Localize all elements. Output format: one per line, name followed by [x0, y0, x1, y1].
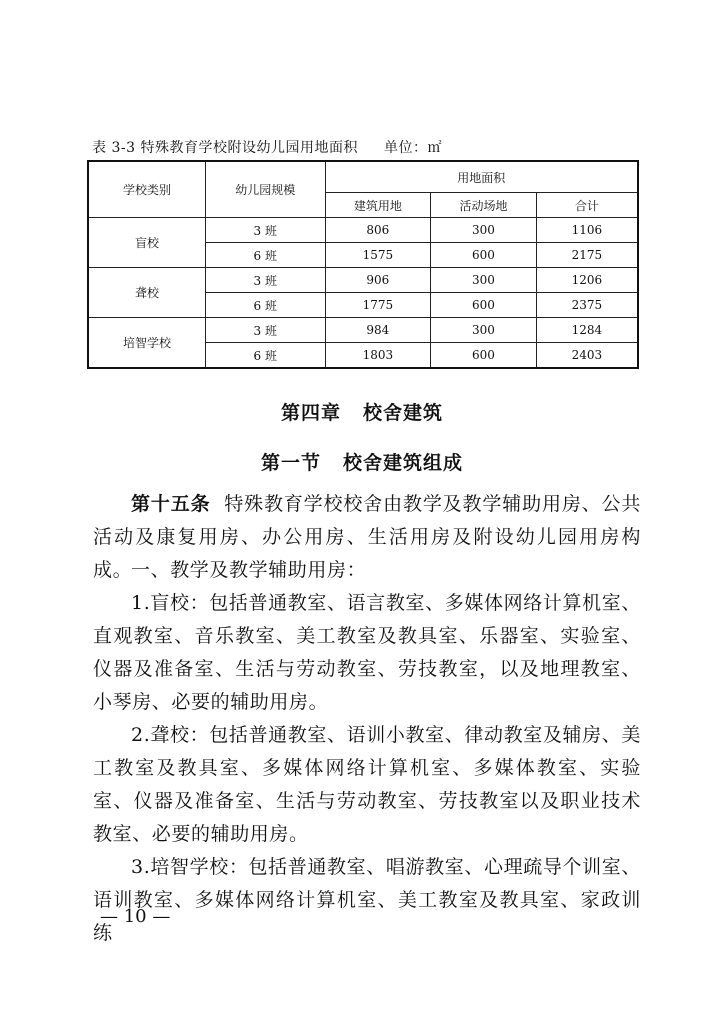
- school-cell: 盲校: [88, 218, 206, 268]
- scale-cell: 6 班: [206, 243, 326, 268]
- deaf-school-paragraph: 2.聋校：包括普通教室、语训小教室、律动教室及辅房、美工教室及教具室、多媒体网络计算机室、多媒体教室、实验室、仪器及准备室、生活与劳动教室、劳技教室以及职业技术教室、必要的辅助用房。: [93, 724, 641, 845]
- building-cell: 984: [325, 318, 431, 343]
- header-activity: 活动场地: [431, 193, 537, 218]
- total-cell: 1106: [536, 218, 638, 243]
- total-cell: 1284: [536, 318, 638, 343]
- chapter-number: 第四章: [280, 402, 341, 424]
- header-building: 建筑用地: [325, 193, 431, 218]
- item-heading: 一、教学及教学辅助用房：: [131, 559, 367, 581]
- table-row: [88, 318, 638, 343]
- section-heading: [0, 448, 724, 475]
- activity-cell: 300: [431, 218, 537, 243]
- activity-cell: 600: [431, 293, 537, 318]
- activity-cell: 600: [431, 343, 537, 369]
- scale-cell: 6 班: [206, 293, 326, 318]
- table-header-row: [88, 161, 638, 193]
- total-cell: 2403: [536, 343, 638, 369]
- article-label: 第十五条: [131, 493, 211, 515]
- table-caption: [92, 137, 442, 157]
- section-title: 校舍建筑组成: [343, 452, 464, 474]
- chapter-title: 校舍建筑: [363, 402, 444, 424]
- header-land-area: 用地面积: [325, 161, 638, 193]
- scale-cell: 3 班: [206, 268, 326, 293]
- total-cell: 2375: [536, 293, 638, 318]
- scale-cell: 3 班: [206, 218, 326, 243]
- mental-school-paragraph: 3.培智学校：包括普通教室、唱游教室、心理疏导个训室、语训教室、多媒体网络计算机室、美工教室及教具室、家政训练: [93, 856, 641, 944]
- building-cell: 1575: [325, 243, 431, 268]
- header-scale: 幼儿园规模: [206, 161, 326, 218]
- table-title: 表 3-3 特殊教育学校附设幼儿园用地面积: [92, 140, 358, 156]
- building-cell: 806: [325, 218, 431, 243]
- activity-cell: 300: [431, 318, 537, 343]
- header-total: 合计: [536, 193, 638, 218]
- page-number: — 10 —: [100, 906, 171, 927]
- section-number: 第一节: [260, 452, 321, 474]
- table-unit: 单位：㎡: [383, 140, 442, 156]
- total-cell: 1206: [536, 268, 638, 293]
- total-cell: 2175: [536, 243, 638, 268]
- header-school-type: 学校类别: [88, 161, 206, 218]
- scale-cell: 6 班: [206, 343, 326, 369]
- blind-school-paragraph: 1.盲校：包括普通教室、语言教室、多媒体网络计算机室、直观教室、音乐教室、美工教室及教具室、乐器室、实验室、仪器及准备室、生活与劳动教室、劳技教室，以及地理教室、小琴房、必要的辅助用房。: [93, 592, 641, 713]
- activity-cell: 300: [431, 268, 537, 293]
- land-area-table: [87, 160, 639, 369]
- scale-cell: 3 班: [206, 318, 326, 343]
- building-cell: 1775: [325, 293, 431, 318]
- table-row: [88, 218, 638, 243]
- building-cell: 906: [325, 268, 431, 293]
- building-cell: 1803: [325, 343, 431, 369]
- school-cell: 培智学校: [88, 318, 206, 369]
- activity-cell: 600: [431, 243, 537, 268]
- school-cell: 聋校: [88, 268, 206, 318]
- table-row: [88, 268, 638, 293]
- article-text: 特殊教育学校校舍由教学及教学辅助用房、公共活动及康复用房、办公用房、生活用房及附设幼儿园用房构成。: [93, 493, 641, 581]
- chapter-heading: [0, 398, 724, 425]
